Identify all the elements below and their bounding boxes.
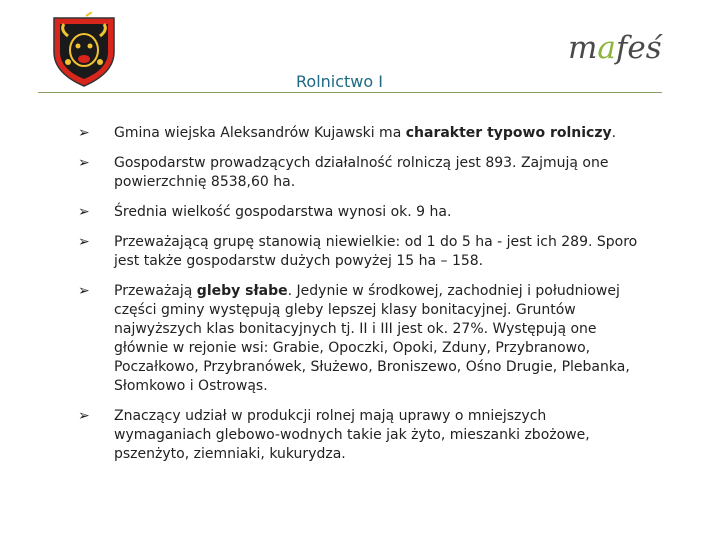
arrow-bullet-icon: ➢: [78, 155, 90, 171]
list-item: ➢ Znaczący udział w produkcji rolnej mają uprawy o mniejszych wymaganiach glebowo-wodnych takie jak żyto, mieszanki zbożowe, pszenżyto, ziemniaki, kukurydza.: [78, 408, 590, 462]
arrow-bullet-icon: ➢: [78, 204, 90, 220]
arrow-bullet-icon: ➢: [78, 125, 90, 141]
list-item: ➢ Przeważającą grupę stanowią niewielkie: od 1 do 5 ha - jest ich 289. Sporo jest także gospodarstw dużych powyżej 15 ha – 158.: [78, 234, 638, 269]
coat-of-arms-icon: [46, 12, 122, 88]
list-item: ➢ Gospodarstw prowadzących działalność rolniczą jest 893. Zajmują one powierzchnię 8538,60 ha.: [78, 155, 609, 190]
bullet-list: [78, 124, 638, 475]
arrow-bullet-icon: ➢: [78, 408, 90, 424]
list-item: ➢ Przeważają gleby słabe. Jedynie w środkowej, zachodniej i południowej części gminy występują gleby lepszej klasy bonitacyjnej. Gruntów najwyższych klas bonitacyjnych tj. II i III jest ok. 27%. Występują one głównie w rejonie wsi: Grabie, Opoczki, Opoki, Zduny, Przybranowo, Poczałkowo, Przybranówek, Służewo, Broniszewo, Ośno Drugie, Plebanka, Słomkowo i Ostrowąs.: [78, 283, 630, 394]
mafes-logo: mafeś: [568, 30, 662, 66]
arrow-bullet-icon: ➢: [78, 234, 90, 250]
arrow-bullet-icon: ➢: [78, 283, 90, 299]
list-item: ➢ Średnia wielkość gospodarstwa wynosi ok. 9 ha.: [78, 204, 452, 220]
page-title: Rolnictwo I: [296, 72, 383, 91]
list-item: ➢ Gmina wiejska Aleksandrów Kujawski ma charakter typowo rolniczy.: [78, 125, 617, 141]
header-divider: [38, 92, 662, 93]
